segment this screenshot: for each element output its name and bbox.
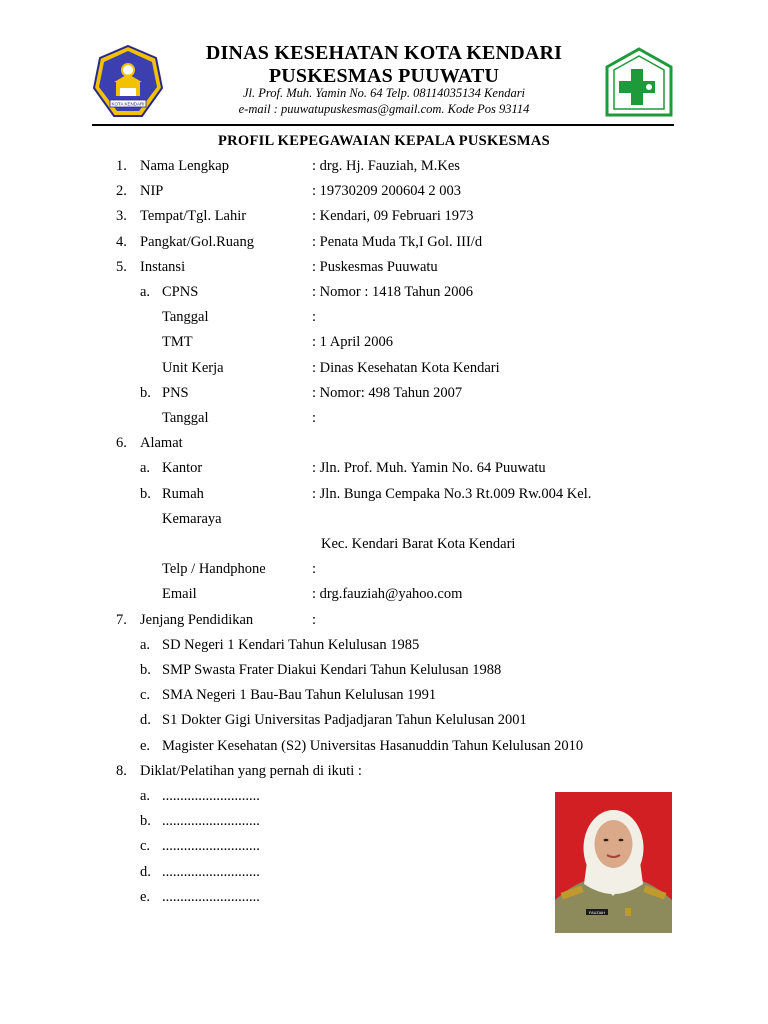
portrait-photo-icon xyxy=(555,792,672,933)
row-value: : xyxy=(312,410,317,426)
row-value: : Puskesmas Puuwatu xyxy=(312,259,438,275)
photo-name-tag: FAUZIAH xyxy=(588,910,606,915)
row-value: : Nomor: 498 Tahun 2007 xyxy=(312,385,463,401)
row-sub-letter: e. xyxy=(140,738,151,754)
header-divider xyxy=(92,124,674,126)
row-sub-letter: b. xyxy=(140,486,151,502)
logo-banner-text: KOTA KENDARI xyxy=(111,101,145,107)
header-agency-title: DINAS KESEHATAN KOTA KENDARI xyxy=(205,42,563,64)
row-label: Tanggal xyxy=(162,410,209,426)
row-number: 6. xyxy=(116,435,127,451)
row-label: Email xyxy=(162,586,197,602)
row-value: : Dinas Kesehatan Kota Kendari xyxy=(312,360,500,376)
row-number: 2. xyxy=(116,183,127,199)
row-label: CPNS xyxy=(162,284,199,300)
row-value: Kec. Kendari Barat Kota Kendari xyxy=(321,536,516,552)
row-sub-letter: b. xyxy=(140,662,151,678)
row-value: : xyxy=(312,309,317,325)
header-contact: e-mail : puuwatupuskesmas@gmail.com. Kode Pos 93114 xyxy=(238,102,530,116)
row-sub-letter: a. xyxy=(140,637,151,653)
row-sub-letter: d. xyxy=(140,864,151,880)
row-sub-letter: b. xyxy=(140,385,151,401)
row-number: 7. xyxy=(116,612,127,628)
row-label: Magister Kesehatan (S2) Universitas Hasanuddin Tahun Kelulusan 2010 xyxy=(162,738,584,754)
puskesmas-green-cross-icon xyxy=(605,47,673,117)
row-number: 5. xyxy=(116,259,127,275)
row-label: TMT xyxy=(162,334,193,350)
row-label: Alamat xyxy=(140,435,183,451)
row-number: 1. xyxy=(116,158,127,174)
row-number: 8. xyxy=(116,763,127,779)
row-label: Jenjang Pendidikan xyxy=(140,612,254,628)
row-value: : 19730209 200604 2 003 xyxy=(312,183,462,199)
row-sub-letter: c. xyxy=(140,687,151,703)
row-label: Tanggal xyxy=(162,309,209,325)
row-label: Telp / Handphone xyxy=(162,561,266,577)
row-label: SMP Swasta Frater Diakui Kendari Tahun Kelulusan 1988 xyxy=(162,662,502,678)
row-label: ........................... xyxy=(162,889,260,905)
row-label: Kemaraya xyxy=(162,511,222,527)
row-label: ........................... xyxy=(162,788,260,804)
row-label: Instansi xyxy=(140,259,186,275)
row-label: NIP xyxy=(140,183,164,199)
row-sub-letter: c. xyxy=(140,838,151,854)
row-label: Tempat/Tgl. Lahir xyxy=(140,208,247,224)
row-value: : Penata Muda Tk,I Gol. III/d xyxy=(312,234,483,250)
row-sub-letter: b. xyxy=(140,813,151,829)
row-sub-letter: e. xyxy=(140,889,151,905)
row-label: Pangkat/Gol.Ruang xyxy=(140,234,254,250)
row-value: : Jln. Prof. Muh. Yamin No. 64 Puuwatu xyxy=(312,460,546,476)
row-value: : Nomor : 1418 Tahun 2006 xyxy=(312,284,474,300)
header-puskesmas-title: PUSKESMAS PUUWATU xyxy=(268,65,500,87)
row-label: ........................... xyxy=(162,838,260,854)
row-label: ........................... xyxy=(162,813,260,829)
header-address: Jl. Prof. Muh. Yamin No. 64 Telp. 08114035134 Kendari xyxy=(242,86,526,100)
row-sub-letter: d. xyxy=(140,712,151,728)
row-value: : Kendari, 09 Februari 1973 xyxy=(312,208,474,224)
row-value: : Jln. Bunga Cempaka No.3 Rt.009 Rw.004 Kel. xyxy=(312,486,592,502)
row-label: S1 Dokter Gigi Universitas Padjadjaran Tahun Kelulusan 2001 xyxy=(162,712,527,728)
row-number: 4. xyxy=(116,234,127,250)
row-value: : drg.fauziah@yahoo.com xyxy=(312,586,463,602)
row-label: SD Negeri 1 Kendari Tahun Kelulusan 1985 xyxy=(162,637,420,653)
row-value: : xyxy=(312,561,317,577)
row-label: ........................... xyxy=(162,864,260,880)
kota-kendari-crest-icon xyxy=(92,44,164,120)
page-title: PROFIL KEPEGAWAIAN KEPALA PUSKESMAS xyxy=(217,133,551,149)
row-label: SMA Negeri 1 Bau-Bau Tahun Kelulusan 1991 xyxy=(162,687,437,703)
row-sub-letter: a. xyxy=(140,788,151,804)
row-value: : drg. Hj. Fauziah, M.Kes xyxy=(312,158,460,174)
row-label: Diklat/Pelatihan yang pernah di ikuti : xyxy=(140,763,362,779)
row-value: : xyxy=(312,612,317,628)
row-label: Rumah xyxy=(162,486,204,502)
row-label: Unit Kerja xyxy=(162,360,224,376)
row-label: PNS xyxy=(162,385,189,401)
row-sub-letter: a. xyxy=(140,284,151,300)
row-sub-letter: a. xyxy=(140,460,151,476)
row-value: : 1 April 2006 xyxy=(312,334,393,350)
row-label: Kantor xyxy=(162,460,203,476)
row-label: Nama Lengkap xyxy=(140,158,229,174)
row-number: 3. xyxy=(116,208,127,224)
